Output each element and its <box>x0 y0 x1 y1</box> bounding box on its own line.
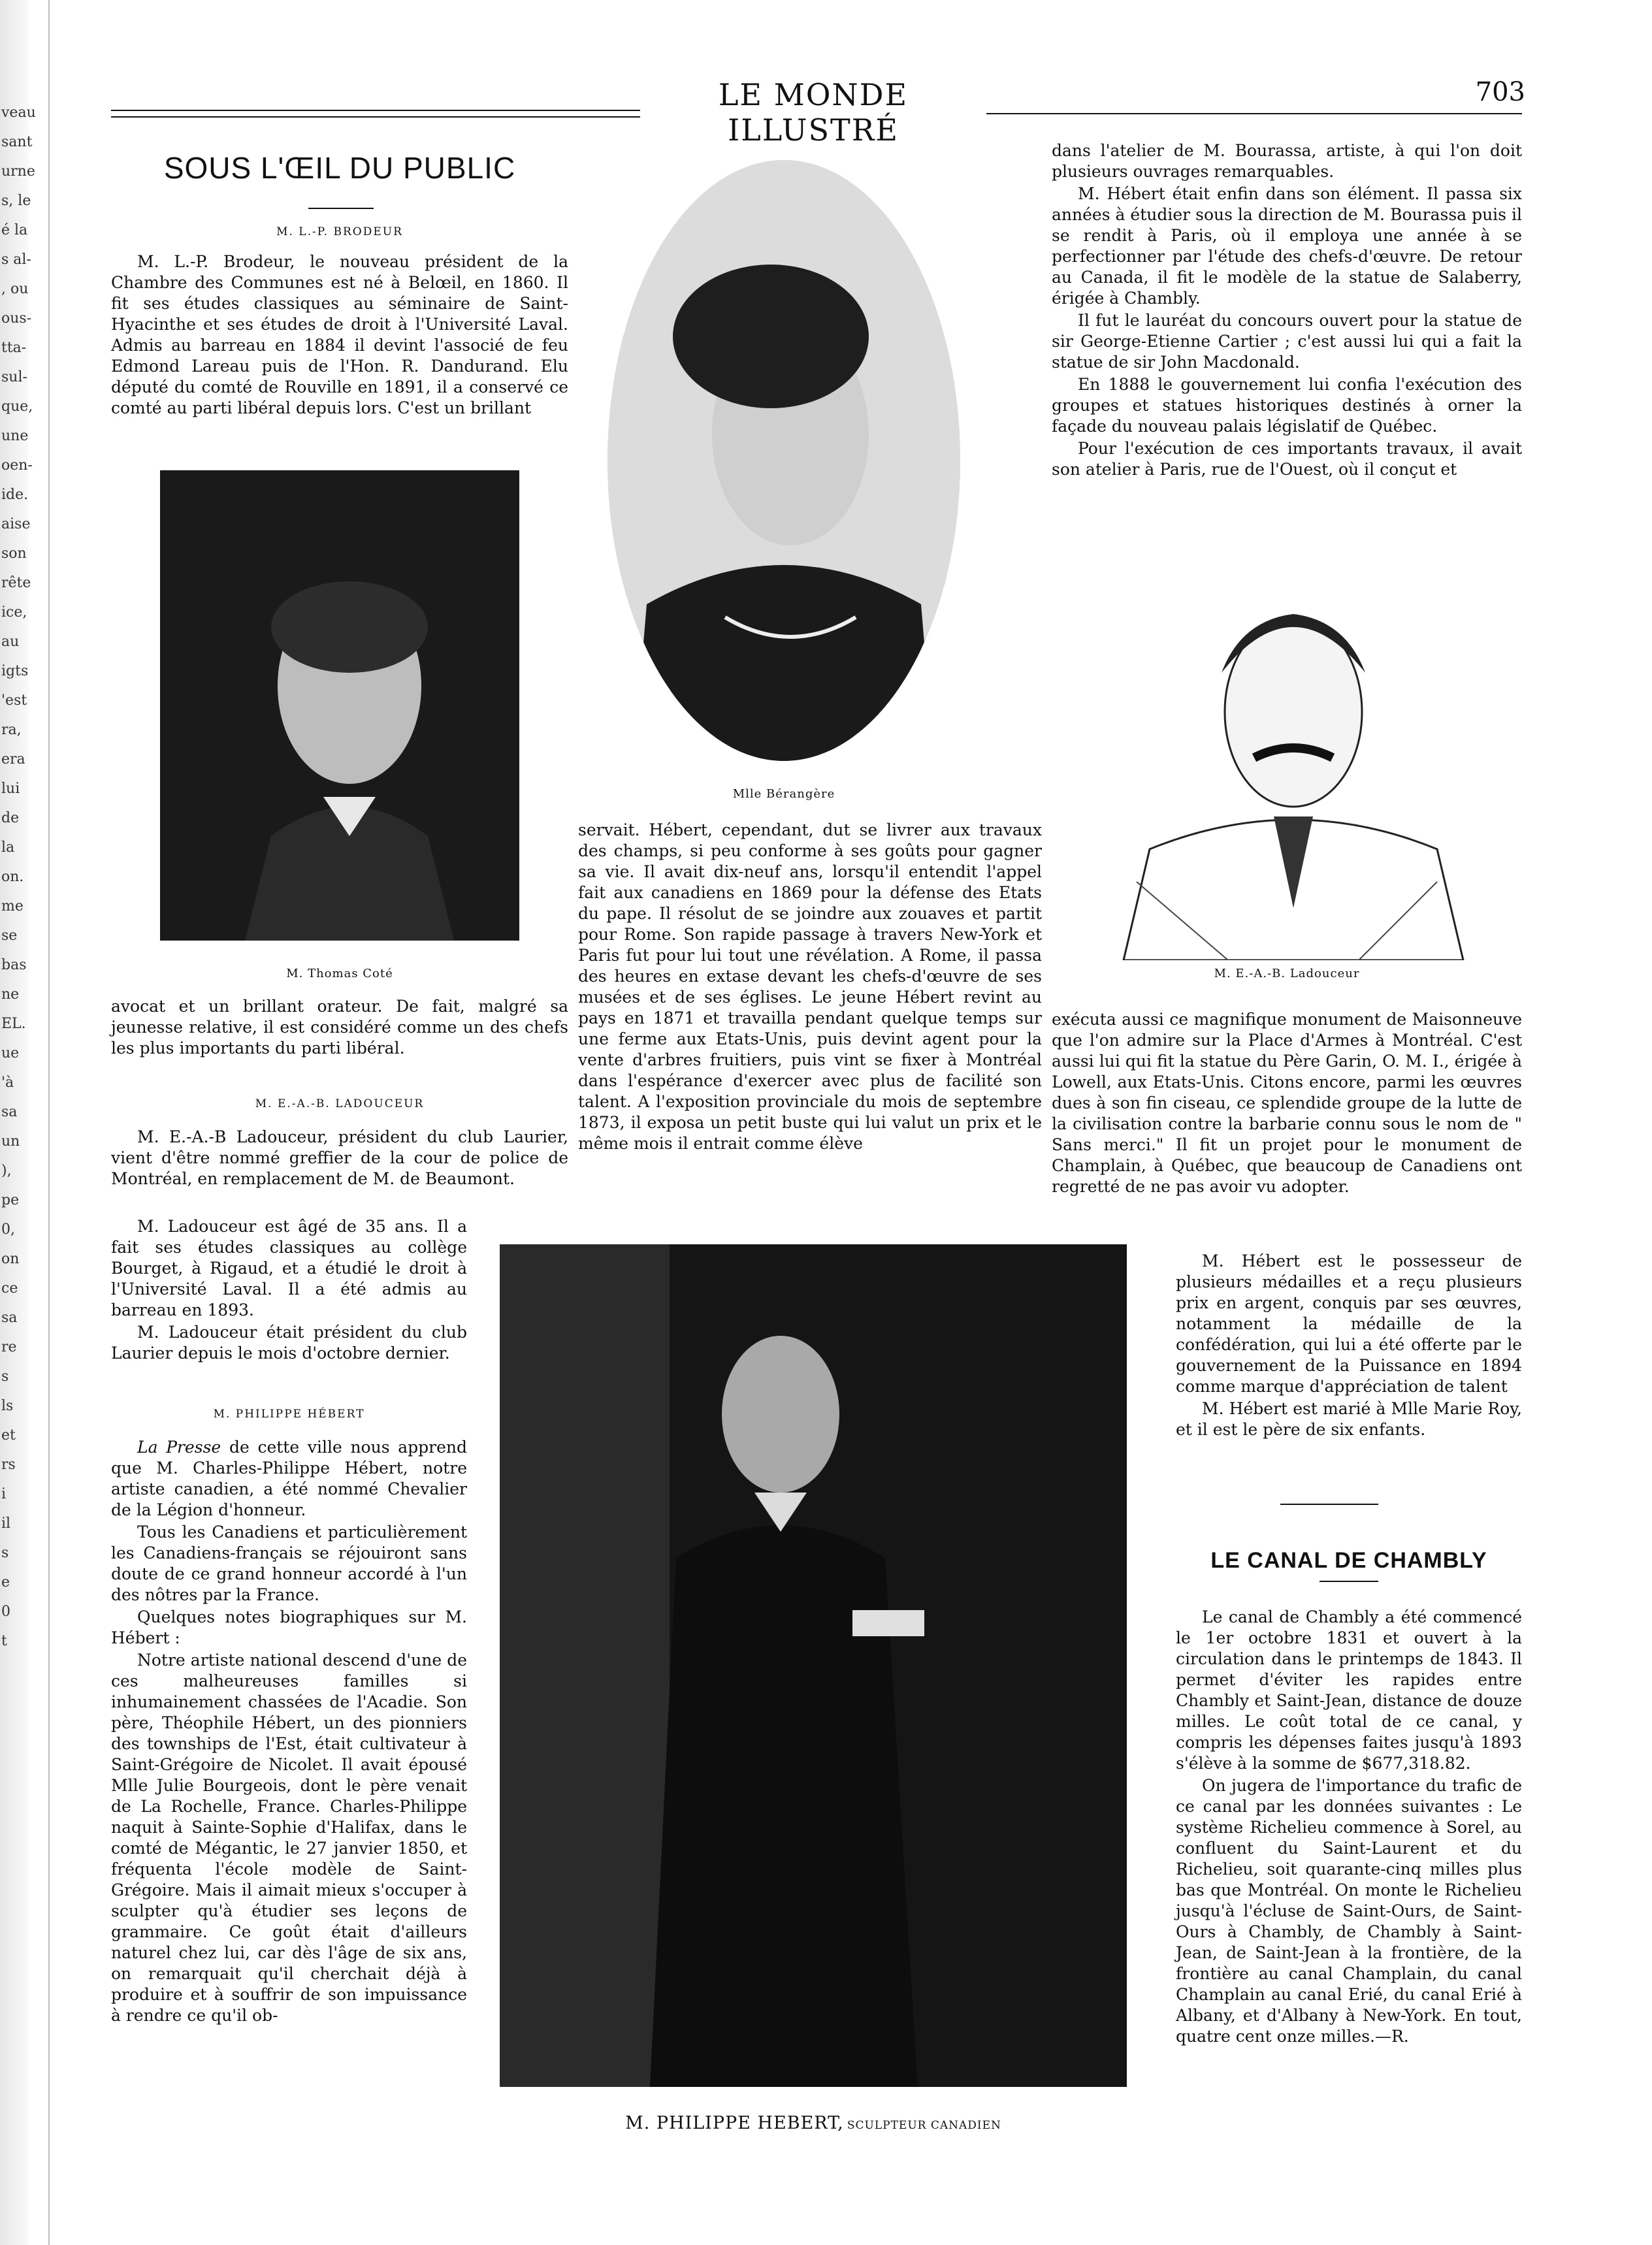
margin-fragment: me <box>1 898 24 914</box>
margin-fragment: ne <box>1 986 20 1003</box>
margin-fragment: aise <box>1 516 31 532</box>
margin-fragment: rête <box>1 575 31 591</box>
hebert-text-col3c <box>1176 1251 1522 1442</box>
hebert-p9: En 1888 le gouvernement lui confia l'exécution des groupes et statues historiques destinés à orner la façade du nouveau palais législatif de Québec. <box>1052 375 1522 436</box>
margin-fragment: et <box>1 1427 16 1444</box>
brodeur-p2: avocat et un brillant orateur. De fait, malgré sa jeunesse relative, il est considéré comme un des chefs les plus importants du parti libéral. <box>111 997 568 1058</box>
margin-fragment: bas <box>1 957 27 973</box>
page-number: 703 <box>1475 77 1525 107</box>
margin-fragment: 'à <box>1 1074 14 1091</box>
margin-fragment: ls <box>1 1398 14 1414</box>
margin-fragment: sul- <box>1 369 27 385</box>
canal-p2: On jugera de l'importance du trafic de ce canal par les données suivantes : Le système Richelieu commence à Sorel, au confluent du Saint-Laurent et du Richelieu, soit quarante-cinq milles plus bas que Montréal. On monte le Richelieu jusqu'à l'écluse de Saint-Ours, de Saint-Ours à Chambly, de Chambly à Saint-Jean, de Saint-Jean à la frontière, de la frontière au canal Champlain, du canal Champlain au canal Erié, du canal Erié à Albany, et d'Albany à New-York. En tout, quatre cent onze milles.—R. <box>1176 1776 1522 2046</box>
margin-fragment: ), <box>1 1163 12 1179</box>
section-title: SOUS L'ŒIL DU PUBLIC <box>163 151 516 185</box>
margin-fragment: ice, <box>1 604 27 621</box>
margin-fragment: 0, <box>1 1221 15 1238</box>
brodeur-paragraph-2 <box>111 996 568 1060</box>
hebert-text-col3 <box>1052 140 1522 481</box>
canal-title: LE CANAL DE CHAMBLY <box>1210 1548 1487 1573</box>
hebert-p13: M. Hébert est marié à Mlle Marie Roy, et il est le père de six enfants. <box>1176 1399 1522 1439</box>
margin-fragment: EL. <box>1 1016 26 1032</box>
hebert-text-col3b <box>1052 1009 1522 1199</box>
margin-fragment: de <box>1 810 20 826</box>
margin-fragment: on <box>1 1251 20 1267</box>
margin-fragment: sa <box>1 1104 18 1120</box>
margin-fragment: 0 <box>1 1604 10 1620</box>
margin-fragment: s, le <box>1 193 31 209</box>
margin-fragment: sa <box>1 1310 18 1326</box>
margin-fragment: re <box>1 1339 17 1355</box>
hebert-p8: Il fut le lauréat du concours ouvert pour la statue de sir George-Etienne Cartier ; c'est aussi lui qui a fait la statue de sir John Macdonald. <box>1052 311 1522 372</box>
section-title-rule <box>308 208 374 209</box>
margin-fragment: au <box>1 634 20 650</box>
la-presse-title: La Presse <box>137 1438 221 1457</box>
ladouceur-text-2 <box>111 1216 467 1365</box>
gutter-line <box>48 0 50 2245</box>
ladouceur-text <box>111 1127 568 1191</box>
portrait-hebert-image <box>500 1244 1127 2087</box>
margin-fragment: tta- <box>1 340 27 356</box>
hebert-p2: Tous les Canadiens et particulièrement les Canadiens-français se réjouiront sans doute de ce grand honneur accordé à l'un des nôtres par la France. <box>111 1523 467 1604</box>
margin-fragment: s <box>1 1368 9 1385</box>
margin-fragment: ce <box>1 1280 18 1297</box>
margin-fragment: oen- <box>1 457 33 474</box>
margin-fragment: urne <box>1 163 35 180</box>
ladouceur-p2: M. Ladouceur est âgé de 35 ans. Il a fait ses études classiques au collège Bourget, à Rigaud, et a étudié le droit à l'Université Laval. Il a été admis au barreau en 1893. <box>111 1217 467 1319</box>
margin-fragment: une <box>1 428 29 444</box>
margin-fragment: é la <box>1 222 28 238</box>
photo-thomas-cote <box>160 470 519 941</box>
hebert-heading: M. PHILIPPE HÉBERT <box>213 1408 365 1421</box>
margin-fragment: son <box>1 545 27 562</box>
hebert-p10: Pour l'exécution de ces importants travaux, il avait son atelier à Paris, rue de l'Ouest, où il conçut et <box>1052 439 1522 479</box>
margin-fragment: ous- <box>1 310 32 327</box>
ladouceur-heading: M. E.-A.-B. LADOUCEUR <box>255 1097 425 1110</box>
header-rule-right <box>986 113 1522 114</box>
margin-fragment: t <box>1 1633 7 1649</box>
hebert-p3: Quelques notes biographiques sur M. Hébert : <box>111 1607 467 1647</box>
brodeur-heading: M. L.-P. BRODEUR <box>276 225 403 238</box>
margin-fragment: sant <box>1 134 33 150</box>
hebert-text-col2 <box>578 820 1042 1155</box>
caption-philippe-hebert <box>500 2113 1127 2133</box>
margin-fragment: la <box>1 839 15 856</box>
caption-ladouceur: M. E.-A.-B. Ladouceur <box>1214 967 1360 980</box>
margin-fragment: il <box>1 1515 11 1532</box>
margin-fragment: ide. <box>1 487 29 503</box>
ladouceur-p1: M. E.-A.-B Ladouceur, président du club Laurier, vient d'être nommé greffier de la cour de police de Montréal, en remplacement de M. de Beaumont. <box>111 1127 568 1188</box>
caption-hebert-role: SCULPTEUR CANADIEN <box>847 2119 1001 2132</box>
margin-text-fragments <box>1 98 42 1656</box>
margin-fragment: on. <box>1 869 24 885</box>
caption-berangere: Mlle Bérangère <box>732 787 835 801</box>
margin-fragment: , ou <box>1 281 29 297</box>
margin-fragment: se <box>1 928 18 944</box>
photo-berangere <box>607 160 960 761</box>
canal-title-rule <box>1320 1581 1378 1582</box>
margin-fragment: s <box>1 1545 9 1561</box>
portrait-cote-image <box>160 470 519 941</box>
margin-fragment: s al- <box>1 251 31 268</box>
hebert-p5: servait. Hébert, cependant, dut se livrer aux travaux des champs, si peu conforme à ses goûts pour gagner sa vie. Il avait dix-neuf ans, lorsqu'il entendit l'appel fait aux canadiens en 1869 pour la défense des Etats du pape. Il résolut de se joindre aux zouaves et partit pour Rome. Son rapide passage à travers New-York et Paris fut pour lui tout une révélation. A Rome, il passa des heures en extase devant les chefs-d'œuvre de ses musées et de ses églises. Le jeune Hébert revint au pays en 1871 et travailla pendant quelque temps sur une ferme aux Etats-Unis, puis devint agent pour la vente d'arbres fruitiers, puis vint se fixer à Montréal dans l'espérance d'exercer avec plus de facilité son talent. A l'exposition provinciale du mois de septembre 1873, il exposa un petit buste qui lui valut un prix et le même mois il entrait comme élève <box>578 820 1042 1153</box>
margin-fragment: lui <box>1 781 20 797</box>
ladouceur-p3: M. Ladouceur était président du club Laurier depuis le mois d'octobre dernier. <box>111 1323 467 1363</box>
portrait-ladouceur-drawing <box>1097 542 1476 960</box>
photo-ladouceur <box>1097 542 1476 960</box>
portrait-berangere-image <box>607 160 960 761</box>
header-rule-left <box>111 110 640 111</box>
canal-text <box>1176 1607 1522 2048</box>
header-rule-left-2 <box>111 116 640 118</box>
brodeur-paragraph-1 <box>111 251 568 420</box>
margin-fragment: rs <box>1 1457 16 1473</box>
hebert-p1 <box>111 1437 467 1521</box>
caption-thomas-cote: M. Thomas Coté <box>286 967 393 980</box>
margin-fragment: i <box>1 1486 7 1502</box>
margin-fragment: igts <box>1 663 29 679</box>
margin-fragment: ue <box>1 1045 20 1061</box>
caption-hebert-name: M. PHILIPPE HEBERT, <box>625 2113 844 2133</box>
hebert-p4: Notre artiste national descend d'une de ces malheureuses familles si inhumainement chassées de l'Acadie. Son père, Théophile Hébert, un des pionniers des townships de l'Est, était cultivateur à Saint-Grégoire de Nicolet. Il avait épousé Mlle Julie Bourgeois, dont le père venait de La Rochelle, France. Charles-Philippe naquit à Sainte-Sophie d'Halifax, dans le comté de Mégantic, le 27 janvier 1850, et fréquenta l'école modèle de Saint-Grégoire. Mais il aimait mieux s'occuper à sculpter qu'à étudier ses leçons de grammaire. Ce goût était d'ailleurs naturel chez lui, car dès l'âge de six ans, on remarquait qu'il cherchait déjà à produire et à souffrir de son impuissance à rendre ce qu'il ob- <box>111 1651 467 2025</box>
margin-fragment: 'est <box>1 692 27 709</box>
photo-philippe-hebert <box>500 1244 1127 2087</box>
ornament-divider <box>1280 1497 1378 1511</box>
hebert-p6: dans l'atelier de M. Bourassa, artiste, à qui l'on doit plusieurs ouvrages remarquables. <box>1052 141 1522 181</box>
margin-fragment: era <box>1 751 25 767</box>
hebert-p11: exécuta aussi ce magnifique monument de Maisonneuve que l'on admire sur la Place d'Armes à Montréal. C'est aussi lui qui fit la statue du Père Garin, O. M. I., érigée à Lowell, aux Etats-Unis. Citons encore, parmi les œuvres dues à son fin ciseau, ce splendide groupe de la lutte de la civilisation contre la barbarie connu sous le nom de " Sans merci." Il fit un projet pour le monument de Champlain, à Québec, que beaucoup de Canadiens ont regretté de ne pas avoir vu adopter. <box>1052 1010 1522 1196</box>
margin-fragment: ra, <box>1 722 22 738</box>
hebert-p12: M. Hébert est le possesseur de plusieurs médailles et a reçu plusieurs prix en argent, conquis par ses œuvres, notamment la médaille de la confédération, qui lui a été offerte par le gouvernement de la Puissance en 1894 comme marque d'appréciation de talent <box>1176 1252 1522 1396</box>
margin-fragment: un <box>1 1133 20 1150</box>
margin-fragment: e <box>1 1574 10 1591</box>
brodeur-p1: M. L.-P. Brodeur, le nouveau président de la Chambre des Communes est né à Belœil, en 1860. Il fit ses études classiques au séminaire de Saint-Hyacinthe et ses études de droit à l'Université Laval. Admis au barreau en 1884 il devint l'associé de feu Edmond Lareau puis de l'Hon. R. Dandurand. Elu député du comté de Rouville en 1891, il a conservé ce comté au parti libéral depuis lors. C'est un brillant <box>111 252 568 417</box>
hebert-p1-text: de cette ville nous apprend que M. Charles-Philippe Hébert, notre artiste canadien, a été nommé Chevalier de la Légion d'honneur. <box>111 1438 467 1519</box>
margin-fragment: pe <box>1 1192 20 1208</box>
margin-fragment: que, <box>1 398 33 415</box>
canal-p1: Le canal de Chambly a été commencé le 1er octobre 1831 et ouvert à la circulation dans le printemps de 1843. Il permet d'éviter les rapides entre Chambly et Saint-Jean, distance de douze milles. Le coût total de ce canal, y compris les dépenses faites jusqu'à 1893 s'élève à la somme de $677,318.82. <box>1176 1607 1522 1773</box>
masthead-title: LE MONDE ILLUSTRÉ <box>718 77 909 148</box>
margin-fragment: veau <box>1 105 36 121</box>
hebert-text-col1 <box>111 1437 467 2027</box>
hebert-p7: M. Hébert était enfin dans son élément. Il passa six années à étudier sous la direction de M. Bourassa puis il se rendit à Paris, où il employa une année à se perfectionner par l'étude des chefs-d'œuvre. De retour au Canada, il fit le modèle de la statue de Salaberry, érigée à Chambly. <box>1052 184 1522 308</box>
